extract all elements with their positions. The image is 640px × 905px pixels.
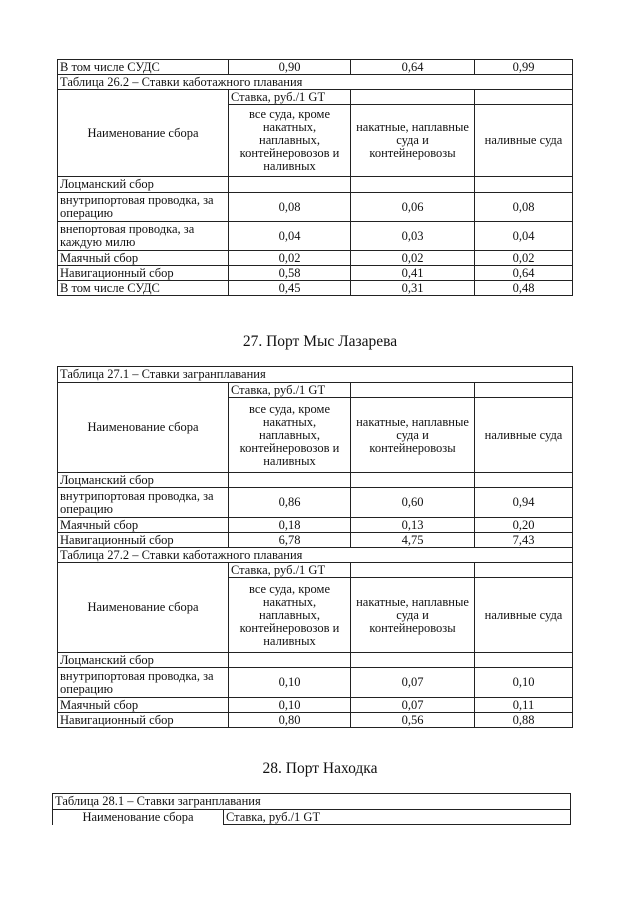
row-label: Лоцманский сбор: [58, 653, 229, 668]
table-caption: Таблица 26.2 – Ставки каботажного плавания: [58, 75, 573, 90]
table-row: [58, 518, 573, 533]
cell-value: 4,75: [351, 533, 475, 548]
header-rate: Ставка, руб./1 GT: [229, 90, 351, 105]
header-rate: Ставка, руб./1 GT: [229, 383, 351, 398]
cell-value: 0,04: [475, 222, 573, 251]
cell-value: 0,31: [351, 281, 475, 296]
header-name: Наименование сбора: [58, 90, 229, 177]
row-label: Маячный сбор: [58, 698, 229, 713]
cell-value: 0,88: [475, 713, 573, 728]
row-label: Маячный сбор: [58, 251, 229, 266]
row-label: внепортовая проводка, за каждую милю: [58, 222, 229, 251]
table-row: [58, 266, 573, 281]
table-row: [58, 473, 573, 488]
header-rate: Ставка, руб./1 GT: [229, 563, 351, 578]
cell-value: 0,07: [351, 698, 475, 713]
row-label: Маячный сбор: [58, 518, 229, 533]
table-row: [58, 60, 573, 75]
cell-value: 0,18: [229, 518, 351, 533]
cell-value: 0,02: [229, 251, 351, 266]
cell-value: 0,13: [351, 518, 475, 533]
row-label: Навигационный сбор: [58, 713, 229, 728]
row-label: В том числе СУДС: [58, 60, 229, 75]
cell-value: 0,99: [475, 60, 573, 75]
table-caption: Таблица 27.1 – Ставки загранплавания: [58, 367, 573, 383]
cell-value: 0,03: [351, 222, 475, 251]
cell-value: 0,02: [351, 251, 475, 266]
table-row: [58, 222, 573, 251]
cell-value: 0,45: [229, 281, 351, 296]
table-row: [58, 177, 573, 193]
table-caption-row: [58, 367, 573, 383]
table-row: [58, 713, 573, 728]
row-label: Лоцманский сбор: [58, 177, 229, 193]
header-col1: все суда, кроме накатных, наплавных, контейнеровозов и наливных: [229, 578, 351, 653]
cell-value: 0,10: [475, 668, 573, 698]
cell-value: 0,64: [351, 60, 475, 75]
table-28-1: [52, 793, 571, 825]
table-header-row: [58, 383, 573, 398]
cell-value: 0,86: [229, 488, 351, 518]
table-caption-row: [58, 75, 573, 90]
cell-value: 0,04: [229, 222, 351, 251]
header-col3: наливные суда: [475, 398, 573, 473]
cell-value: 0,08: [475, 193, 573, 222]
row-label: В том числе СУДС: [58, 281, 229, 296]
row-label: внутрипортовая проводка, за операцию: [58, 488, 229, 518]
table-header-row: [53, 810, 571, 825]
cell-value: 0,58: [229, 266, 351, 281]
cell-value: 0,48: [475, 281, 573, 296]
table-row: [58, 533, 573, 548]
cell-value: 0,60: [351, 488, 475, 518]
row-label: внутрипортовая проводка, за операцию: [58, 193, 229, 222]
header-col1: все суда, кроме накатных, наплавных, контейнеровозов и наливных: [229, 105, 351, 177]
cell-value: 0,10: [229, 668, 351, 698]
header-rate: Ставка, руб./1 GT: [224, 810, 571, 825]
cell-value: 0,80: [229, 713, 351, 728]
row-label: Навигационный сбор: [58, 533, 229, 548]
header-col2: накатные, наплавные суда и контейнеровозы: [351, 105, 475, 177]
cell-value: 0,56: [351, 713, 475, 728]
cell-value: 0,02: [475, 251, 573, 266]
cell-value: 0,20: [475, 518, 573, 533]
cell-value: 0,94: [475, 488, 573, 518]
row-label: Навигационный сбор: [58, 266, 229, 281]
table-row: [58, 488, 573, 518]
table-caption-row: [58, 548, 573, 563]
header-col3: наливные суда: [475, 105, 573, 177]
cell-value: 6,78: [229, 533, 351, 548]
cell-value: 0,90: [229, 60, 351, 75]
table-caption: Таблица 27.2 – Ставки каботажного плавания: [58, 548, 573, 563]
header-name: Наименование сбора: [58, 563, 229, 653]
table-row: [58, 281, 573, 296]
table-row: [58, 251, 573, 266]
table-27: [57, 366, 573, 728]
header-name: Наименование сбора: [58, 383, 229, 473]
header-col2: накатные, наплавные суда и контейнеровозы: [351, 578, 475, 653]
cell-value: 0,08: [229, 193, 351, 222]
table-caption-row: [53, 794, 571, 810]
cell-value: 0,06: [351, 193, 475, 222]
section-heading-28: 28. Порт Находка: [262, 760, 378, 777]
table-row: [58, 653, 573, 668]
header-col3: наливные суда: [475, 578, 573, 653]
cell-value: 0,10: [229, 698, 351, 713]
cell-value: 7,43: [475, 533, 573, 548]
cell-value: 0,07: [351, 668, 475, 698]
table-caption: Таблица 28.1 – Ставки загранплавания: [53, 794, 571, 810]
table-26-2: [57, 59, 573, 296]
row-label: Лоцманский сбор: [58, 473, 229, 488]
cell-value: 0,64: [475, 266, 573, 281]
row-label: внутрипортовая проводка, за операцию: [58, 668, 229, 698]
section-heading-27: 27. Порт Мыс Лазарева: [242, 333, 398, 350]
table-row: [58, 193, 573, 222]
table-row: [58, 668, 573, 698]
cell-value: 0,11: [475, 698, 573, 713]
header-col1: все суда, кроме накатных, наплавных, контейнеровозов и наливных: [229, 398, 351, 473]
cell-value: 0,41: [351, 266, 475, 281]
table-row: [58, 698, 573, 713]
header-col2: накатные, наплавные суда и контейнеровозы: [351, 398, 475, 473]
table-header-row: [58, 90, 573, 105]
header-name: Наименование сбора: [53, 810, 224, 825]
table-header-row: [58, 563, 573, 578]
